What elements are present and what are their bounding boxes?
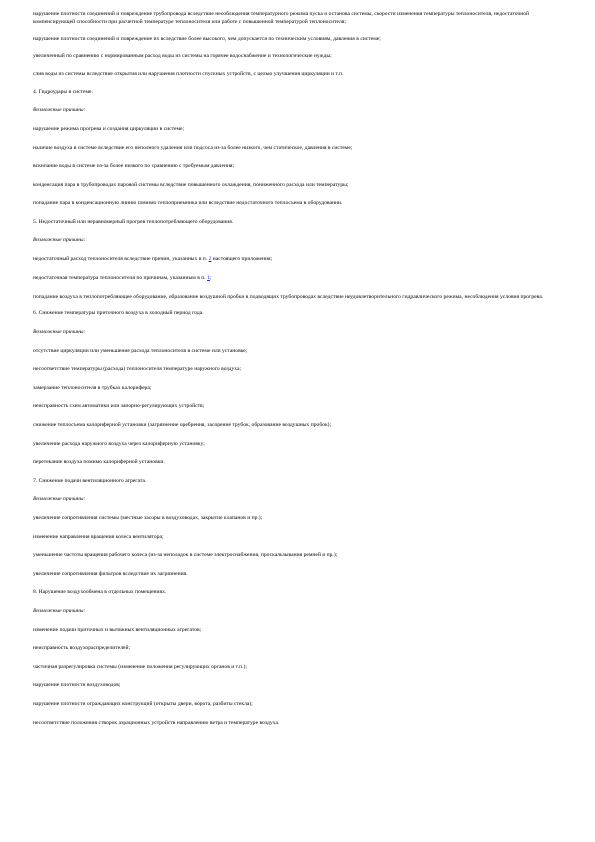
paragraph: увеличение сопротивления системы (местные засоры в воздуховодах, закрытие клапанов и пр.);: [33, 515, 263, 522]
causes-label: Возможные причины:: [33, 607, 86, 614]
section-heading: 6. Снижение температуры приточного воздуха в холодный период года.: [33, 310, 204, 317]
paragraph: снижение теплосъема калориферной установки (загрязнение оребрения, засорение трубок, образование воздушных пробок);: [33, 421, 332, 428]
paragraph: частичная разрегулировка системы (изменение положения регулирующих органов и т.п.);: [33, 663, 247, 670]
paragraph: перетекание воздуха помимо калориферной установки.: [33, 459, 165, 466]
paragraph: наличие воздуха в системе вследствие его неполного удаления или подсоса из-за более низкого, чем статическое, давления в системе;: [33, 144, 353, 151]
section-heading: 5. Недостаточный или неравномерный прогрев теплопотребляющего оборудования.: [33, 219, 234, 226]
reference-link[interactable]: 2: [208, 256, 212, 263]
paragraph: вскипание воды в системе из-за более низкого по сравнению с требуемым давления;: [33, 163, 235, 170]
causes-label: Возможные причины:: [33, 496, 86, 503]
paragraph: несоответствие температуры (расхода) теплоносителя температуре наружного воздуха;: [33, 366, 242, 373]
paragraph-text: настоящего приложения;: [211, 256, 273, 263]
causes-label: Возможные причины:: [33, 107, 86, 114]
paragraph-text: недостаточная температура теплоносителя по причинам, указанным в п.: [33, 274, 208, 281]
reference-link[interactable]: 1: [207, 274, 210, 281]
paragraph: слив воды из системы вследствие открытия или нарушения плотности спускных устройств, с целью улучшения циркуляции и т.п.: [33, 70, 344, 77]
causes-label: Возможные причины:: [33, 328, 86, 335]
paragraph: увеличение сопротивления фильтров вследствие их загрязнения.: [33, 570, 188, 577]
section-heading: 4. Гидроудары в системе.: [33, 88, 93, 95]
paragraph: изменение направления вращения колеса вентилятора;: [33, 533, 164, 540]
paragraph-with-reference: [33, 255, 559, 263]
causes-label: Возможные причины:: [33, 237, 86, 244]
section-heading: 7. Снижение подачи вентиляционного агрегата.: [33, 477, 147, 484]
paragraph: попадание пара в конденсационную линию помимо теплоприемника или вследствие недостаточного теплосъема в оборудовании.: [33, 200, 343, 207]
paragraph: конденсация пара в трубопроводах паровой системы вследствие повышенного охлаждения, пониженного расхода или температуры;: [33, 181, 349, 188]
paragraph: попадание воздуха в теплопотребляющее оборудование, образование воздушной пробки в подводящих трубопроводах вследствие неудовлетворительного гидравлического режима, несоблюдения условия прогрева.: [33, 293, 544, 300]
paragraph: замерзание теплоносителя в трубках калорифера;: [33, 384, 152, 391]
paragraph: уменьшение частоты вращения рабочего колеса (из-за неполадок в системе электроснабжения, проскальзывания ремней и пр.);: [33, 552, 338, 559]
paragraph: увеличение расхода наружного воздуха через калориферную установку;: [33, 440, 205, 447]
paragraph: нарушение плотности соединений и повреждение трубопровода вследствие несоблюдения температурного режима пуска и останова системы, скорости изменения температуры теплоносителя, недостаточной компенсирующей способности при расчетной температуре теплоносителя или работе с повышенной температурой теплоносителя;: [33, 11, 529, 26]
paragraph: нарушение плотности воздуховодов;: [33, 682, 121, 689]
paragraph-text: недостаточный расход теплоносителя вследствие причин, указанных в п.: [33, 256, 209, 263]
paragraph: нарушение плотности ограждающих конструкций (открыты двери, ворота, разбиты стекла);: [33, 701, 253, 708]
paragraph: изменение подачи приточных и вытяжных вентиляционных агрегатов;: [33, 626, 202, 633]
paragraph: несоответствие положения створок аэрационных устройств направлению ветра и температуре воздуха.: [33, 719, 280, 726]
paragraph-with-reference: [33, 274, 559, 282]
paragraph: неисправность воздухораспределителей;: [33, 645, 131, 652]
paragraph: нарушение режима прогрева и создания циркуляции в системе;: [33, 126, 185, 133]
paragraph: отсутствие циркуляции или уменьшение расхода теплоносителя в системе или установке;: [33, 347, 248, 354]
paragraph: увеличенный по сравнению с нормированным расход воды из системы на горячее водоснабжение и технологические нужды;: [33, 52, 332, 59]
section-heading: 8. Нарушение воздухообмена в отдельных помещениях.: [33, 589, 167, 596]
paragraph: неисправность схем автоматики или запорно-регулирующих устройств;: [33, 403, 205, 410]
paragraph: нарушение плотности соединений и повреждение их вследствие более высокого, чем допускается по техническим условиям, давления в системе;: [33, 36, 381, 43]
paragraph-text: ;: [209, 274, 212, 281]
